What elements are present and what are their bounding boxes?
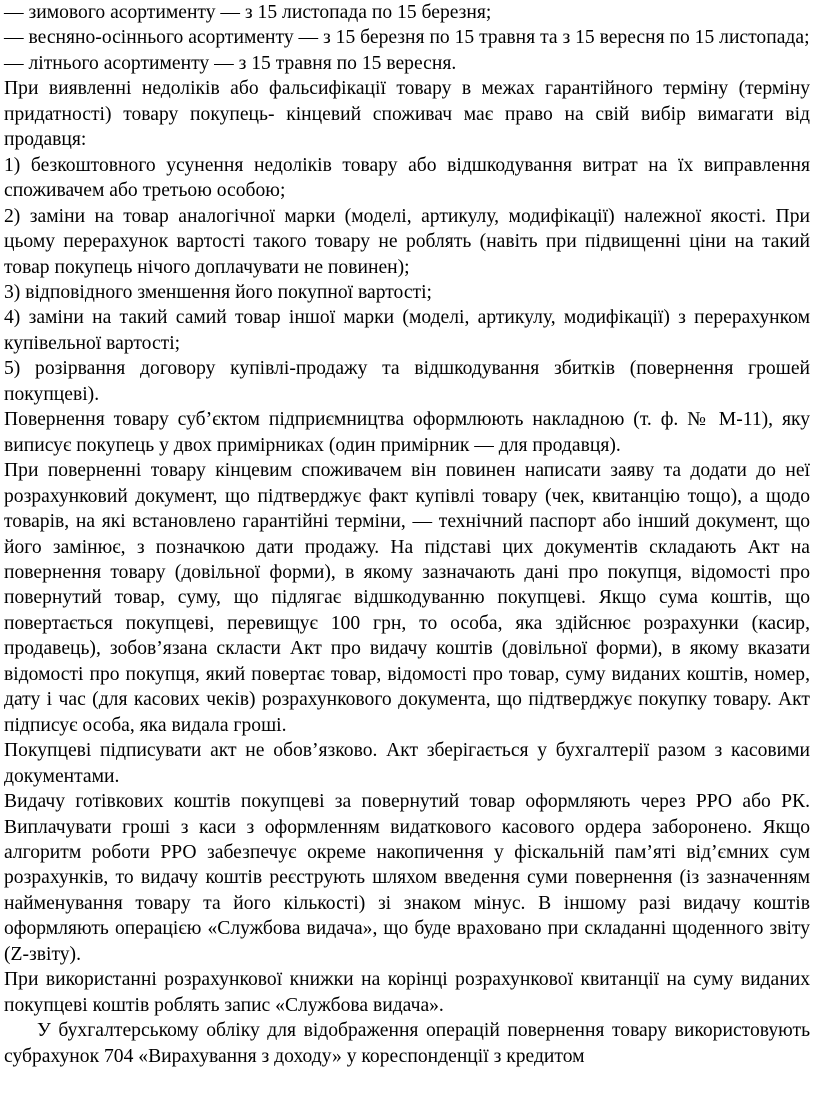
paragraph-accounting: У бухгалтерському обліку для відображення операцій повернення товару використовують субрахунок 704 «Вирахування з доходу» у кореспонденції з кредитом xyxy=(4,1020,810,1067)
paragraph-defects: При виявленні недоліків або фальсифікації товару в межах гарантійного терміну (терміну придатності) товару покупець- кінцевий споживач має право на свій вибір вимагати від продавця: xyxy=(4,78,810,151)
list-item-winter: — зимового асортименту — з 15 листопада по 15 березня; xyxy=(4,2,492,23)
list-item-option-5: 5) розірвання договору купівлі-продажу та відшкодування збитків (повернення грошей покупцеві). xyxy=(4,358,810,405)
paragraph-cash-register: Видачу готівкових коштів покупцеві за повернутий товар оформляють через РРО або РК. Виплачувати гроші з каси з оформленням видаткового касового ордера заборонено. Якщо алгоритм роботи РРО забезпечує окреме накопичення у фіскальній пам’яті від’ємних сум розрахунків, то видачу коштів реєструють шляхом введення суми повернення (із зазначенням найменування товару та його кількості) зі знаком мінус. В іншому разі видачу коштів оформляють операцією «Службова видача», що буде враховано при складанні щоденного звіту (Z-звіту). xyxy=(4,791,810,965)
paragraph-return-by-consumer: При поверненні товару кінцевим споживачем він повинен написати заяву та додати до неї розрахунковий документ, що підтверджує факт купівлі товару (чек, квитанцію тощо), а щодо товарів, на які встановлено гарантійні терміни, — технічний паспорт або інший документ, що його замінює, з позначкою дати продажу. На підставі цих документів складають Акт на повернення товару (довільної форми), в якому зазначають дані про покупця, відомості про повернутий товар, суму, що підлягає відшкодуванню покупцеві. Якщо сума коштів, що повертається покупцеві, перевищує 100 грн, то особа, яка здійснює розрахунки (касир, продавець), зобов’язана скласти Акт про видачу коштів (довільної форми), в якому вказати відомості про покупця, який повертає товар, відомості про товар, суму виданих коштів, номер, дату і час (для касових чеків) розрахункового документа, що підтверджує покупку товару. Акт підписує особа, яка видала гроші. xyxy=(4,460,810,736)
list-item-spring-autumn: — весняно-осіннього асортименту — з 15 березня по 15 травня та з 15 вересня по 15 листопада; xyxy=(4,27,810,49)
list-item-option-2: 2) заміни на товар аналогічної марки (моделі, артикулу, модифікації) належної якості. При цьому перерахунок вартості такого товару не роблять (навіть при підвищенні ціни на такий товар покупець нічого доплачувати не повинен); xyxy=(4,205,810,278)
list-item-summer: — літнього асортименту — з 15 травня по 15 вересня. xyxy=(4,52,457,74)
list-item-option-4: 4) заміни на такий самий товар іншої марки (моделі, артикулу, модифікації) з перерахунком купівельної вартості; xyxy=(4,307,810,354)
paragraph-act-signature: Покупцеві підписувати акт не обов’язково. Акт зберігається у бухгалтерії разом з касовими документами. xyxy=(4,740,810,787)
list-item-option-3: 3) відповідного зменшення його покупної вартості; xyxy=(4,281,432,303)
list-item-option-1: 1) безкоштовного усунення недоліків товару або відшкодування витрат на їх виправлення споживачем або третьою особою; xyxy=(4,154,810,202)
paragraph-return-invoice: Повернення товару суб’єктом підприємництва оформлюють накладною (т. ф. № М-11), яку виписує покупець у двох примірниках (один примірник — для продавця). xyxy=(4,409,810,456)
paragraph-receipt-book: При використанні розрахункової книжки на корінці розрахункової квитанції на суму виданих покупцеві коштів роблять запис «Службова видача». xyxy=(4,969,810,1016)
